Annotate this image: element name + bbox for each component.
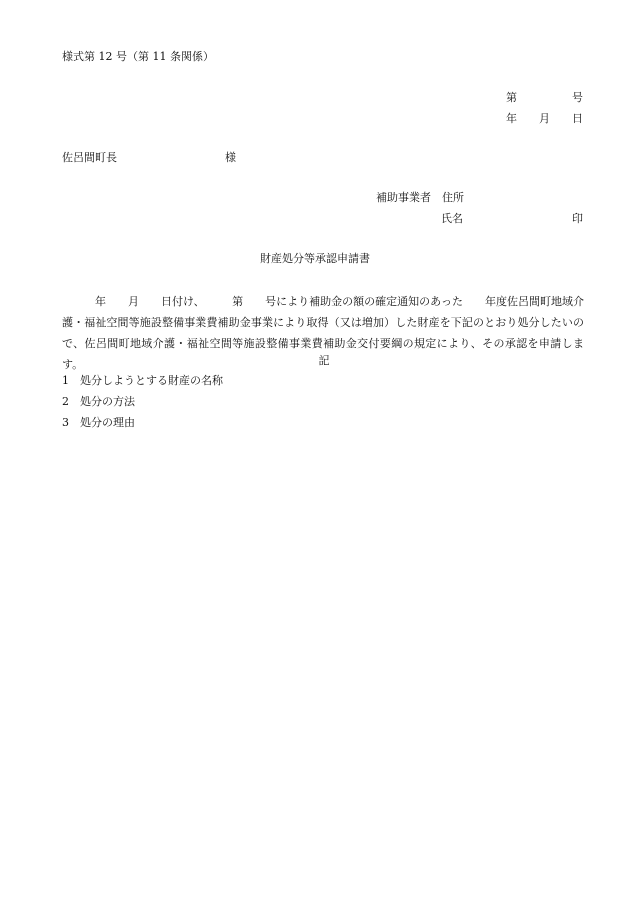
applicant-name-label: 氏名: [441, 212, 463, 225]
form-number: 様式第 12 号（第 11 条関係）: [62, 50, 214, 63]
list-item: 3 処分の理由: [62, 416, 135, 429]
seal-mark: 印: [572, 212, 583, 225]
item-list: [62, 374, 223, 437]
list-item: 1 処分しようとする財産の名称: [62, 374, 223, 387]
document-title: 財産処分等承認申請書: [260, 252, 370, 265]
ki-heading: 記: [318, 354, 330, 367]
document-number: 第 号: [506, 91, 583, 104]
application-body: 年 月 日付け、 第 号により補助金の額の確定通知のあった 年度佐呂間町地域介護・福祉空間等施設整備事業費補助金事業により取得（又は増加）した財産を下記のとおり処分したいので、佐呂間町地域介護・福祉空間等施設整備事業費補助金交付要綱の規定により、その承認を申請します。: [62, 295, 584, 371]
applicant-address-label: 補助事業者 住所: [376, 191, 464, 204]
list-item: 2 処分の方法: [62, 395, 135, 408]
addressee-suffix: 様: [225, 151, 236, 164]
addressee: 佐呂間町長: [62, 151, 117, 164]
document-date: 年 月 日: [506, 112, 583, 125]
